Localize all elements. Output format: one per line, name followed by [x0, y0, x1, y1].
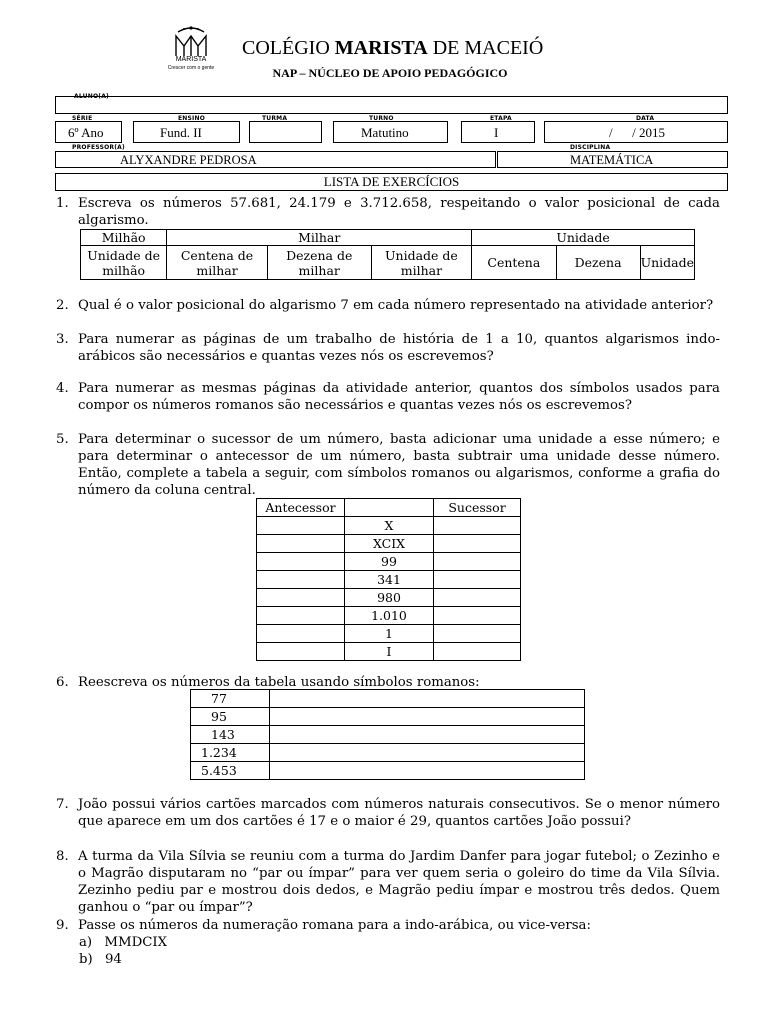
question-number: 2. [56, 298, 69, 313]
column-header: Sucessor [434, 499, 521, 517]
school-brand: MARISTA [334, 37, 428, 59]
question-1 [56, 195, 720, 229]
table-row [257, 553, 521, 571]
antecessor-cell[interactable] [257, 589, 345, 607]
question-number: 8. [56, 849, 69, 864]
question-4 [56, 380, 720, 414]
answer-cell[interactable] [270, 708, 585, 726]
table-row [257, 607, 521, 625]
number-cell: I [345, 643, 434, 661]
etapa-value: I [494, 125, 499, 140]
question-5 [56, 431, 720, 499]
data-label: DATA [636, 115, 655, 122]
column-header: Centena [472, 246, 556, 280]
place-value-table [80, 229, 695, 280]
table-row [191, 726, 585, 744]
number-cell: X [345, 517, 434, 535]
ensino-value: Fund. II [160, 125, 202, 140]
question-number: 5. [56, 432, 69, 447]
number-cell: 95 [191, 708, 270, 726]
question-7 [56, 796, 720, 830]
turno-value: Matutino [361, 125, 409, 140]
school-suffix: DE MACEIÓ [432, 37, 544, 59]
question-3 [56, 331, 720, 365]
q9-item-a [79, 934, 167, 951]
table-row [191, 690, 585, 708]
table-row [191, 744, 585, 762]
column-header: Dezena [556, 246, 640, 280]
antecessor-cell[interactable] [257, 625, 345, 643]
question-number: 1. [56, 196, 69, 211]
table-row [257, 517, 521, 535]
question-text: Para determinar o sucessor de um número, basta adicionar uma unidade a esse número; e para determinar o antecessor de um número, basta subtrair uma unidade desse número. Então, complete a tabela a seguir, com símbolos romanos ou algarismos, conforme a grafia do número da coluna central. [78, 432, 720, 498]
number-cell: 1 [345, 625, 434, 643]
question-text: Para numerar as mesmas páginas da atividade anterior, quantos dos símbolos usados para compor os números romanos são necessários e quantas vezes nós os escrevemos? [78, 381, 720, 413]
list-title-box [55, 173, 728, 191]
number-cell: 99 [345, 553, 434, 571]
column-header: Unidade de milhar [371, 246, 471, 280]
number-cell: 1.234 [191, 744, 270, 762]
list-title: LISTA DE EXERCÍCIOS [323, 174, 460, 189]
aluno-field[interactable] [55, 96, 728, 114]
sucessor-cell[interactable] [434, 571, 521, 589]
question-number: 9. [56, 918, 69, 933]
group-header: Milhar [167, 230, 472, 246]
turno-field[interactable] [333, 121, 448, 143]
column-header: Unidade [640, 246, 694, 280]
disciplina-label: DISCIPLINA [570, 144, 611, 151]
column-header: Centena de milhar [167, 246, 267, 280]
sucessor-cell[interactable] [434, 625, 521, 643]
answer-cell[interactable] [270, 744, 585, 762]
school-prefix: COLÉGIO [242, 37, 330, 59]
column-header: Dezena de milhar [267, 246, 371, 280]
turno-label: TURNO [369, 115, 394, 122]
predecessor-successor-table [256, 498, 521, 661]
antecessor-cell[interactable] [257, 607, 345, 625]
table-row [257, 589, 521, 607]
serie-field[interactable] [55, 121, 122, 143]
disciplina-field[interactable] [497, 151, 728, 168]
answer-cell[interactable] [270, 690, 585, 708]
question-2 [56, 297, 720, 314]
number-cell: 1.010 [345, 607, 434, 625]
table-row [257, 643, 521, 661]
table-row [257, 625, 521, 643]
question-9 [56, 917, 720, 934]
antecessor-cell[interactable] [257, 571, 345, 589]
sucessor-cell[interactable] [434, 607, 521, 625]
serie-label: SÉRIE [72, 115, 93, 122]
number-cell: 77 [191, 690, 270, 708]
question-text: Qual é o valor posicional do algarismo 7 em cada número representado na atividade anterior? [78, 298, 714, 313]
item-value: MMDCIX [104, 935, 168, 950]
question-number: 4. [56, 381, 69, 396]
answer-cell[interactable] [270, 726, 585, 744]
sucessor-cell[interactable] [434, 589, 521, 607]
roman-conversion-table [190, 689, 585, 780]
group-header: Unidade [472, 230, 695, 246]
professor-label: PROFESSOR(A) [72, 144, 125, 151]
turma-field[interactable] [249, 121, 322, 143]
question-text: A turma da Vila Sílvia se reuniu com a turma do Jardim Danfer para jogar futebol; o Zezinho e o Magrão disputaram no “par ou ímpar” para ver quem seria o goleiro do time da Vila Sílvia. Zezinho pediu par e mostrou dois dedos, e Magrão pediu ímpar e mostrou três dedos. Quem ganhou o “par ou ímpar”? [78, 849, 720, 915]
professor-field[interactable] [55, 151, 496, 168]
number-cell: 341 [345, 571, 434, 589]
aluno-label: ALUNO(A) [74, 93, 109, 100]
q9-item-b [79, 951, 122, 968]
school-subtitle: NAP – NÚCLEO DE APOIO PEDAGÓGICO [272, 66, 508, 80]
table-row [191, 708, 585, 726]
sucessor-cell[interactable] [434, 553, 521, 571]
column-header: Antecessor [257, 499, 345, 517]
question-text: Passe os números da numeração romana para a indo-arábica, ou vice-versa: [78, 918, 591, 933]
item-letter: a) [79, 935, 93, 950]
table-row [257, 571, 521, 589]
sucessor-cell[interactable] [434, 535, 521, 553]
ensino-field[interactable] [133, 121, 240, 143]
table-row [191, 762, 585, 780]
etapa-field[interactable] [461, 121, 535, 143]
antecessor-cell[interactable] [257, 535, 345, 553]
answer-cell[interactable] [270, 762, 585, 780]
question-text: Escreva os números 57.681, 24.179 e 3.712.658, respeitando o valor posicional de cada algarismo. [78, 196, 720, 228]
question-text: João possui vários cartões marcados com números naturais consecutivos. Se o menor número que aparece em um dos cartões é 17 e o maior é 29, quantos cartões João possui? [78, 797, 720, 829]
antecessor-cell[interactable] [257, 553, 345, 571]
number-cell: 980 [345, 589, 434, 607]
column-header: Unidade de milhão [81, 246, 167, 280]
table-row [257, 535, 521, 553]
professor-value: ALYXANDRE PEDROSA [120, 153, 257, 167]
school-title [242, 37, 543, 60]
number-cell: XCIX [345, 535, 434, 553]
logo-text: MARISTA [175, 56, 207, 63]
serie-value: 6º Ano [68, 125, 104, 140]
column-header [345, 499, 434, 517]
sucessor-cell[interactable] [434, 643, 521, 661]
data-field[interactable] [544, 121, 728, 143]
antecessor-cell[interactable] [257, 517, 345, 535]
number-cell: 143 [191, 726, 270, 744]
etapa-label: ETAPA [490, 115, 512, 122]
question-text: Reescreva os números da tabela usando símbolos romanos: [78, 675, 480, 690]
question-number: 7. [56, 797, 69, 812]
antecessor-cell[interactable] [257, 643, 345, 661]
data-value: / / 2015 [609, 125, 665, 140]
question-text: Para numerar as páginas de um trabalho de história de 1 a 10, quantos algarismos indo-arábicos são necessários e quantas vezes nós os escrevemos? [78, 332, 720, 364]
ensino-label: ENSINO [178, 115, 205, 122]
sucessor-cell[interactable] [434, 517, 521, 535]
logo-subtext: Crescer com o gente [167, 65, 215, 71]
group-header: Milhão [81, 230, 167, 246]
question-number: 6. [56, 675, 69, 690]
item-letter: b) [79, 952, 93, 967]
disciplina-value: MATEMÁTICA [570, 153, 654, 167]
turma-label: TURMA [262, 115, 288, 122]
item-value: 94 [104, 952, 122, 967]
question-number: 3. [56, 332, 69, 347]
question-8 [56, 848, 720, 916]
number-cell: 5.453 [191, 762, 270, 780]
